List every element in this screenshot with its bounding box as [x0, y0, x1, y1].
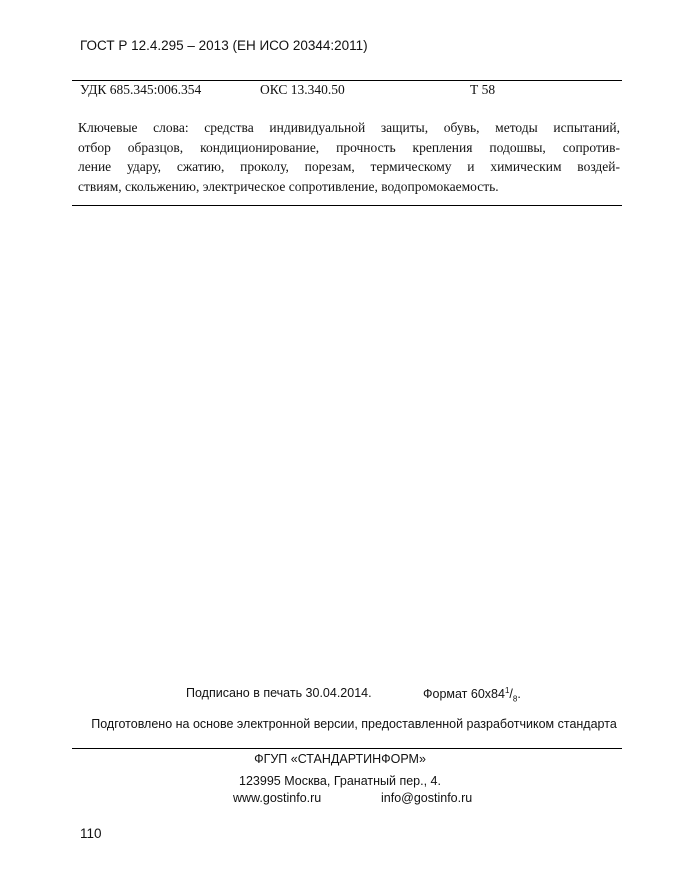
email-link[interactable]: info@gostinfo.ru	[381, 791, 473, 805]
keywords-divider	[72, 205, 622, 206]
keywords-line: отбор образцов, кондиционирование, прочность крепления подошвы, сопротив-	[78, 139, 620, 155]
signed-date: Подписано в печать 30.04.2014.	[186, 686, 372, 700]
publisher-name: ФГУП «СТАНДАРТИНФОРМ»	[254, 752, 426, 766]
publisher-address: 123995 Москва, Гранатный пер., 4.	[239, 774, 441, 788]
keywords-line: ствиям, скольжению, электрическое сопротивление, водопромокаемость.	[78, 178, 499, 194]
document-header: ГОСТ Р 12.4.295 – 2013 (ЕН ИСО 20344:2011)	[80, 38, 368, 53]
keywords-line: ление удару, сжатию, проколу, порезам, термическому и химическим воздей-	[78, 159, 620, 174]
oks-code: ОКС 13.340.50	[260, 82, 345, 97]
paper-format: Формат $60х84^1/_8$.	[423, 686, 521, 704]
website-link[interactable]: www.gostinfo.ru	[233, 791, 322, 805]
page-number: 110	[80, 826, 102, 841]
top-divider	[72, 80, 622, 81]
udk-code: УДК 685.345:006.354	[80, 82, 202, 97]
prepared-note: Подготовлено на основе электронной версии, предоставленной разработчиком стандарта	[91, 717, 617, 731]
keywords-line: Ключевые слова: средства индивидуальной защиты, обувь, методы испытаний,	[78, 120, 620, 135]
keywords-paragraph	[78, 118, 620, 196]
t-code: Т 58	[470, 82, 496, 97]
imprint-divider	[72, 748, 622, 749]
